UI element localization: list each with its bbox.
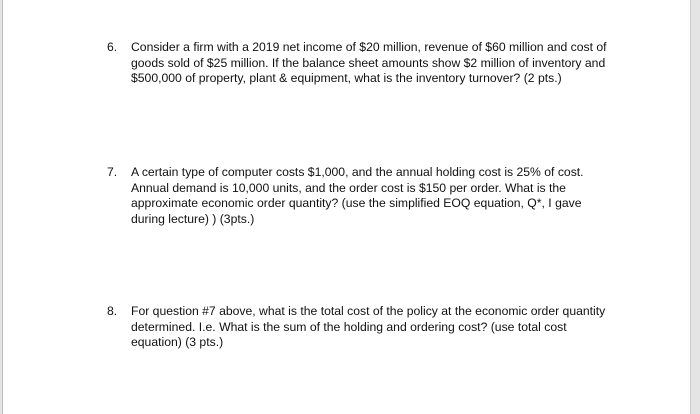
question-7 — [107, 165, 627, 227]
question-8 — [107, 304, 627, 351]
question-line: Annual demand is 10,000 units, and the order cost is $150 per order. What is the — [131, 180, 566, 195]
question-text — [131, 304, 627, 351]
question-number: 6. — [107, 40, 118, 54]
question-text — [131, 40, 627, 87]
question-line: $500,000 of property, plant & equipment, what is the inventory turnover? (2 pts.) — [131, 71, 562, 85]
question-text — [131, 165, 627, 227]
question-line: approximate economic order quantity? (use the simplified EOQ equation, Q*, I gave — [131, 196, 582, 210]
question-number: 8. — [107, 304, 118, 318]
question-line: Consider a firm with a 2019 net income of $20 million, revenue of $60 million and cost of — [131, 40, 607, 54]
question-line: A certain type of computer costs $1,000, and the annual holding cost is 25% of cost. — [131, 165, 584, 179]
document-page — [2, 0, 691, 414]
question-line: determined. I.e. What is the sum of the holding and ordering cost? (use total cost — [131, 319, 567, 334]
question-6 — [107, 40, 627, 87]
question-line: equation) (3 pts.) — [131, 335, 224, 349]
question-line: For question #7 above, what is the total cost of the policy at the economic order quantity — [131, 304, 606, 318]
question-number: 7. — [107, 165, 118, 179]
question-line: goods sold of $25 million. If the balance sheet amounts show $2 million of inventory and — [131, 55, 606, 70]
question-line: during lecture) ) (3pts.) — [131, 211, 255, 226]
